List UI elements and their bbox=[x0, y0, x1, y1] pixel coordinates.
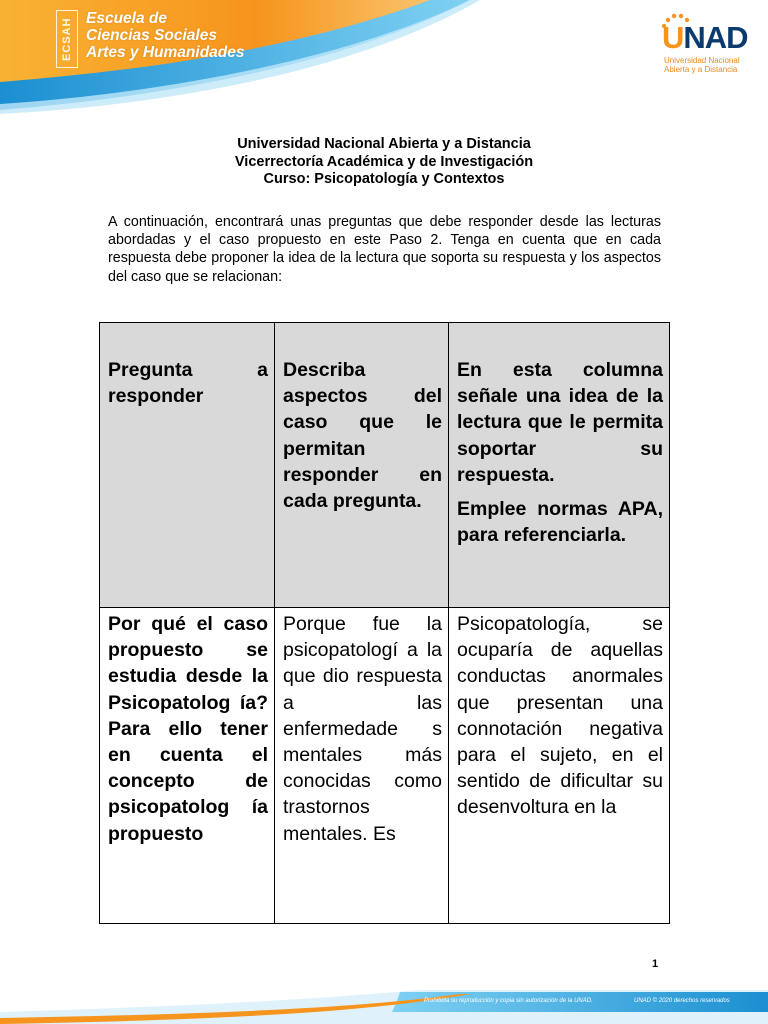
footer-rights: UNAD © 2020 derechos reservados bbox=[634, 998, 730, 1004]
header-cell-question bbox=[100, 323, 275, 608]
table-row bbox=[100, 608, 670, 924]
university-title: Universidad Nacional Abierta y a Distancia bbox=[237, 136, 531, 152]
header-banner bbox=[0, 0, 768, 118]
footer-swoosh-graphic bbox=[0, 984, 768, 1024]
ecsah-vertical-mark: ECSAH bbox=[56, 10, 78, 68]
unad-logo-u: U bbox=[662, 20, 684, 55]
page-number: 1 bbox=[652, 958, 659, 970]
questions-table bbox=[99, 322, 670, 924]
header-text: En esta columna señale una idea de la lectura que le permita soportar su respuesta. bbox=[457, 359, 663, 486]
unad-logo bbox=[660, 16, 750, 76]
header-cell-reading-idea bbox=[449, 323, 670, 608]
cell-reading-idea: Psicopatología, se ocuparía de aquellas conductas anormales que presentan una connotación negativa para el sujeto, en el sentido de dificultar su desenvoltura en la bbox=[449, 608, 670, 924]
header-text: Describa aspectos del caso que le permitan responder en cada pregunta. bbox=[283, 359, 442, 513]
vicerrectoria-title: Vicerrectoría Académica y de Investigación bbox=[234, 153, 534, 170]
footer-notice: Prohibida su reproducción y copia sin autorización de la UNAD. bbox=[424, 998, 593, 1004]
school-name-line: Escuela de bbox=[86, 10, 167, 27]
header-apa-note: Emplee normas APA, para referenciarla. bbox=[457, 498, 663, 547]
header-cell-case-aspects bbox=[275, 323, 449, 608]
school-name-line: Artes y Humanidades bbox=[86, 44, 245, 61]
header-text: Pregunta a responder bbox=[108, 359, 268, 408]
table-header-row bbox=[100, 323, 670, 608]
ecsah-logo bbox=[56, 10, 245, 72]
document-headings bbox=[0, 136, 768, 189]
school-name bbox=[86, 10, 245, 61]
unad-logo-nad: NAD bbox=[683, 20, 748, 55]
footer-banner bbox=[0, 984, 768, 1024]
unad-subtitle-line: Abierta y a Distancia bbox=[664, 65, 738, 74]
cell-case-aspects: Porque fue la psicopatologí a la que dio respuesta a las enfermedade s mentales más conocidas como trastornos mentales. Es bbox=[275, 608, 449, 924]
unad-subtitle bbox=[664, 56, 740, 74]
cell-question: Por qué el caso propuesto se estudia desde la Psicopatolog ía? Para ello tener en cuenta el concepto de psicopatolog ía propuesto bbox=[100, 608, 275, 924]
unad-subtitle-line: Universidad Nacional bbox=[664, 56, 740, 65]
intro-paragraph: A continuación, encontrará unas preguntas que debe responder desde las lecturas abordadas y el caso propuesto en este Paso 2. Tenga en cuenta que en cada respuesta debe proponer la idea de la lectura que soporta su respuesta y los aspectos del caso que se relacionan: bbox=[108, 214, 661, 285]
school-name-line: Ciencias Sociales bbox=[86, 27, 217, 44]
course-title: Curso: Psicopatología y Contextos bbox=[263, 171, 505, 187]
